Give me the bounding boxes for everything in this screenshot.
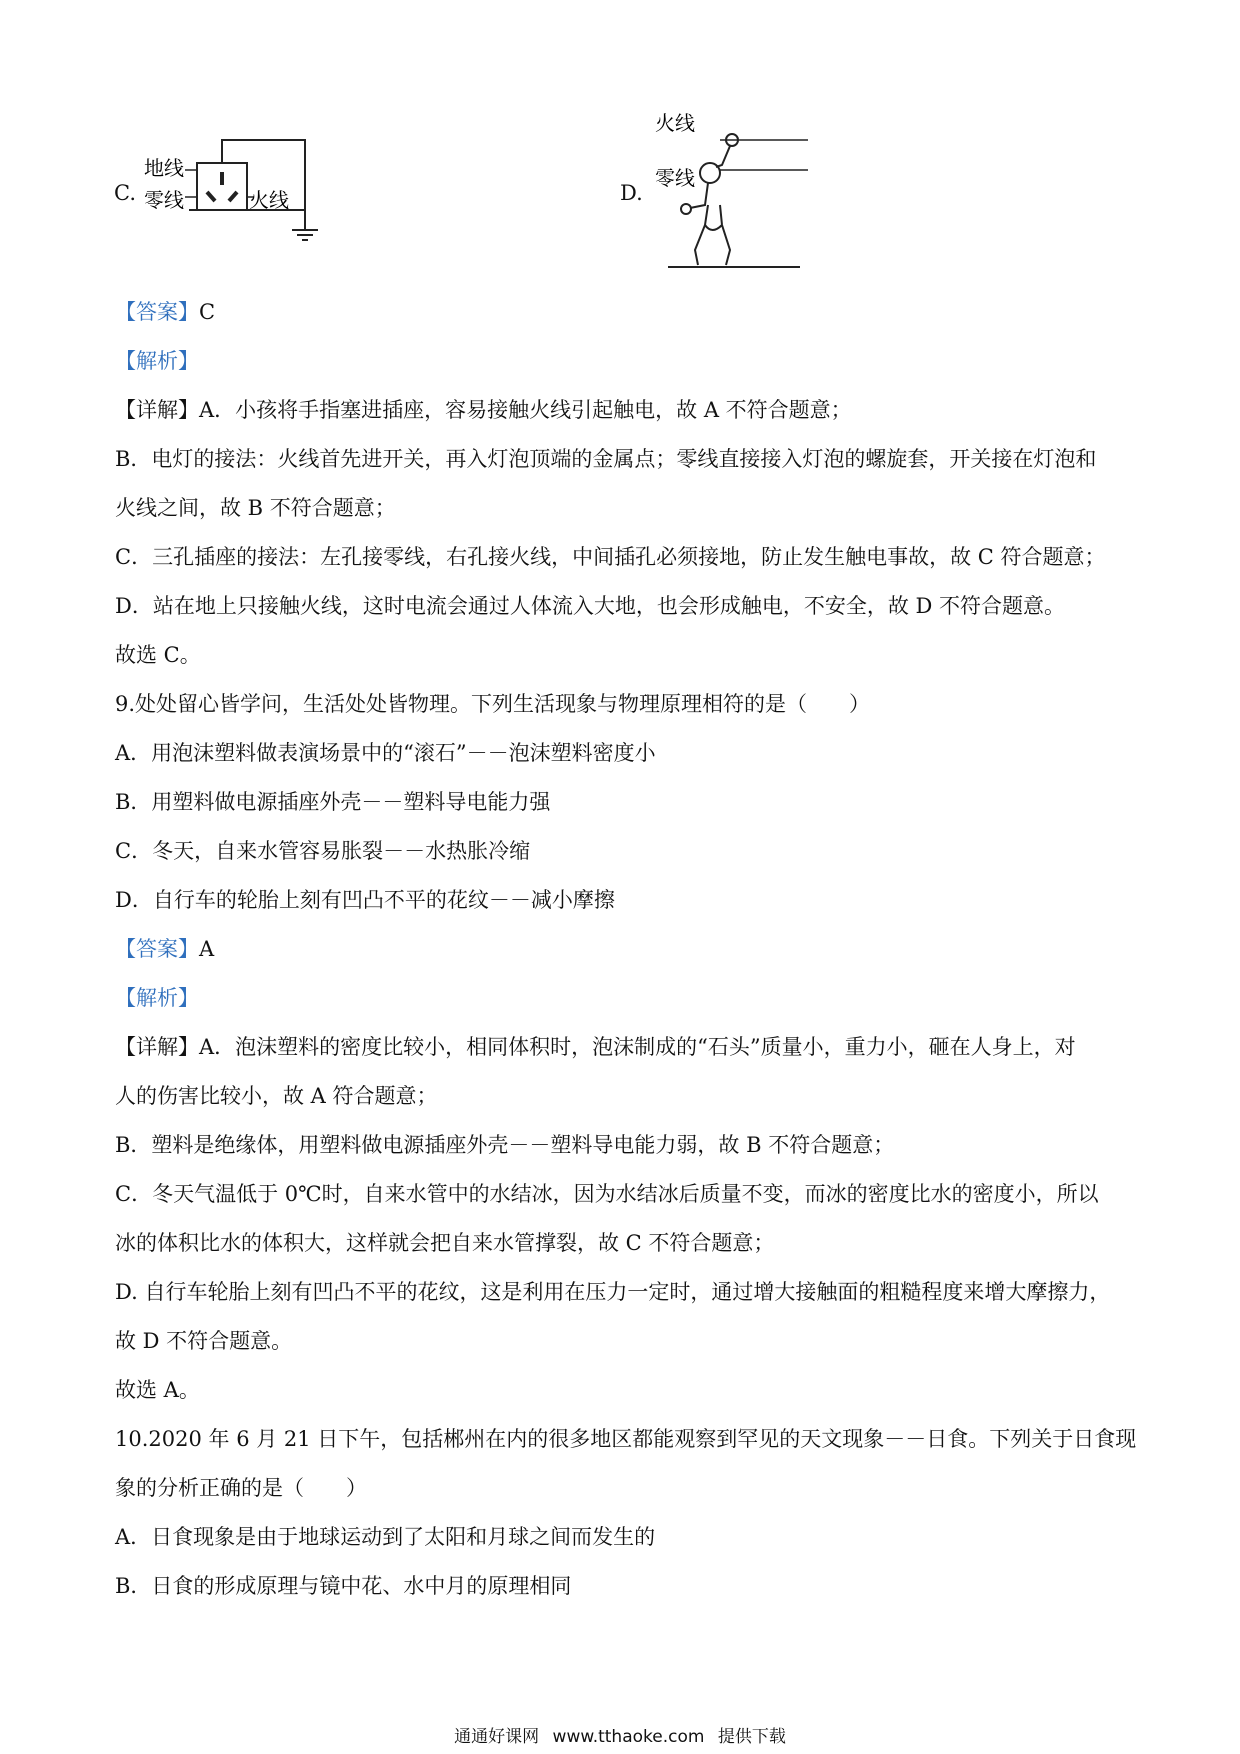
page-footer (0, 1722, 1240, 1747)
q9-detail-line: 人的伤害比较小，故 A 符合题意； (115, 1084, 438, 1108)
q10-stem: 象的分析正确的是（ ） (115, 1476, 367, 1500)
q9-analysis-tag (115, 983, 199, 1013)
q8-detail-line: 火线之间，故 B 不符合题意； (115, 496, 396, 520)
q10-option-b: B．日食的形成原理与镜中花、水中月的原理相同 (115, 1574, 572, 1598)
q9-detail-line: D. 自行车轮胎上刻有凹凸不平的花纹，这是利用在压力一定时，通过增大接触面的粗糙程度来增大摩擦力， (115, 1280, 1111, 1304)
analysis-tag: 【解析】 (115, 986, 199, 1010)
q9-detail-line: 冰的体积比水的体积大，这样就会把自来水管撑裂，故 C 不符合题意； (115, 1231, 775, 1255)
q8-answer (115, 297, 215, 327)
answer-tag: 【答案】 (115, 300, 199, 324)
option-c-label: C. (114, 181, 136, 205)
socket-wiring-figure (140, 135, 330, 245)
q9-option-a: A．用泡沫塑料做表演场景中的“滚石”－－泡沫塑料密度小 (115, 741, 656, 765)
answer-value: A (199, 937, 215, 961)
person-touching-wire-figure (650, 105, 810, 275)
detail-tag: 【详解】 (115, 1035, 199, 1059)
neutral-wire-label: 零线 (655, 166, 695, 190)
live-pin (229, 192, 237, 201)
ground-wire-label: 地线 (144, 156, 184, 180)
footer-note: 提供下载 (717, 1727, 786, 1747)
detail-text: A．泡沫塑料的密度比较小，相同体积时，泡沫制成的“石头”质量小，重力小，砸在人身上，对 (199, 1035, 1076, 1059)
q8-detail-line: B．电灯的接法：火线首先进开关，再入灯泡顶端的金属点；零线直接接入灯泡的螺旋套，开关接在灯泡和 (115, 447, 1097, 471)
q9-stem: 9.处处留心皆学问，生活处处皆物理。下列生活现象与物理原理相符的是（ ） (115, 692, 871, 716)
live-wire-label: 火线 (655, 111, 695, 135)
socket-outline (197, 163, 247, 210)
analysis-tag: 【解析】 (115, 349, 199, 373)
option-d-label: D. (620, 181, 643, 205)
q8-detail-line: D．站在地上只接触火线，这时电流会通过人体流入大地，也会形成触电，不安全，故 D 不符合题意。 (115, 594, 1066, 618)
q8-detail-line (115, 395, 852, 425)
q8-analysis-tag (115, 346, 199, 376)
neutral-wire-label: 零线 (144, 188, 184, 212)
q9-option-b: B．用塑料做电源插座外壳－－塑料导电能力强 (115, 790, 551, 814)
q9-conclusion: 故选 A。 (115, 1378, 200, 1402)
q10-option-a: A．日食现象是由于地球运动到了太阳和月球之间而发生的 (115, 1525, 656, 1549)
q9-detail-line: 故 D 不符合题意。 (115, 1329, 293, 1353)
neutral-pin (207, 192, 215, 201)
footer-url[interactable]: www.tthaoke.com (552, 1727, 705, 1747)
q9-option-c: C．冬天，自来水管容易胀裂－－水热胀冷缩 (115, 839, 531, 863)
q10-stem: 10.2020 年 6 月 21 日下午，包括郴州在内的很多地区都能观察到罕见的天文现象－－日食。下列关于日食现 (115, 1427, 1137, 1451)
q9-detail-line: C．冬天气温低于 0℃时，自来水管中的水结冰，因为水结冰后质量不变，而冰的密度比水的密度小，所以 (115, 1182, 1099, 1206)
answer-tag: 【答案】 (115, 937, 199, 961)
detail-text: A．小孩将手指塞进插座，容易接触火线引起触电，故 A 不符合题意； (199, 398, 852, 422)
person-silhouette (681, 134, 738, 265)
q8-conclusion: 故选 C。 (115, 643, 201, 667)
q8-detail-line: C．三孔插座的接法：左孔接零线，右孔接火线，中间插孔必须接地，防止发生触电事故，故 C 符合题意； (115, 545, 1106, 569)
live-wire-label: 火线 (249, 188, 289, 212)
q9-answer (115, 934, 214, 964)
earth-line (189, 210, 305, 230)
q9-detail-line: B．塑料是绝缘体，用塑料做电源插座外壳－－塑料导电能力弱，故 B 不符合题意； (115, 1133, 895, 1157)
q9-detail-line (115, 1032, 1076, 1062)
q9-option-d: D．自行车的轮胎上刻有凹凸不平的花纹－－减小摩擦 (115, 888, 615, 912)
answer-value: C (199, 300, 216, 324)
footer-site-name: 通通好课网 (454, 1727, 540, 1747)
detail-tag: 【详解】 (115, 398, 199, 422)
